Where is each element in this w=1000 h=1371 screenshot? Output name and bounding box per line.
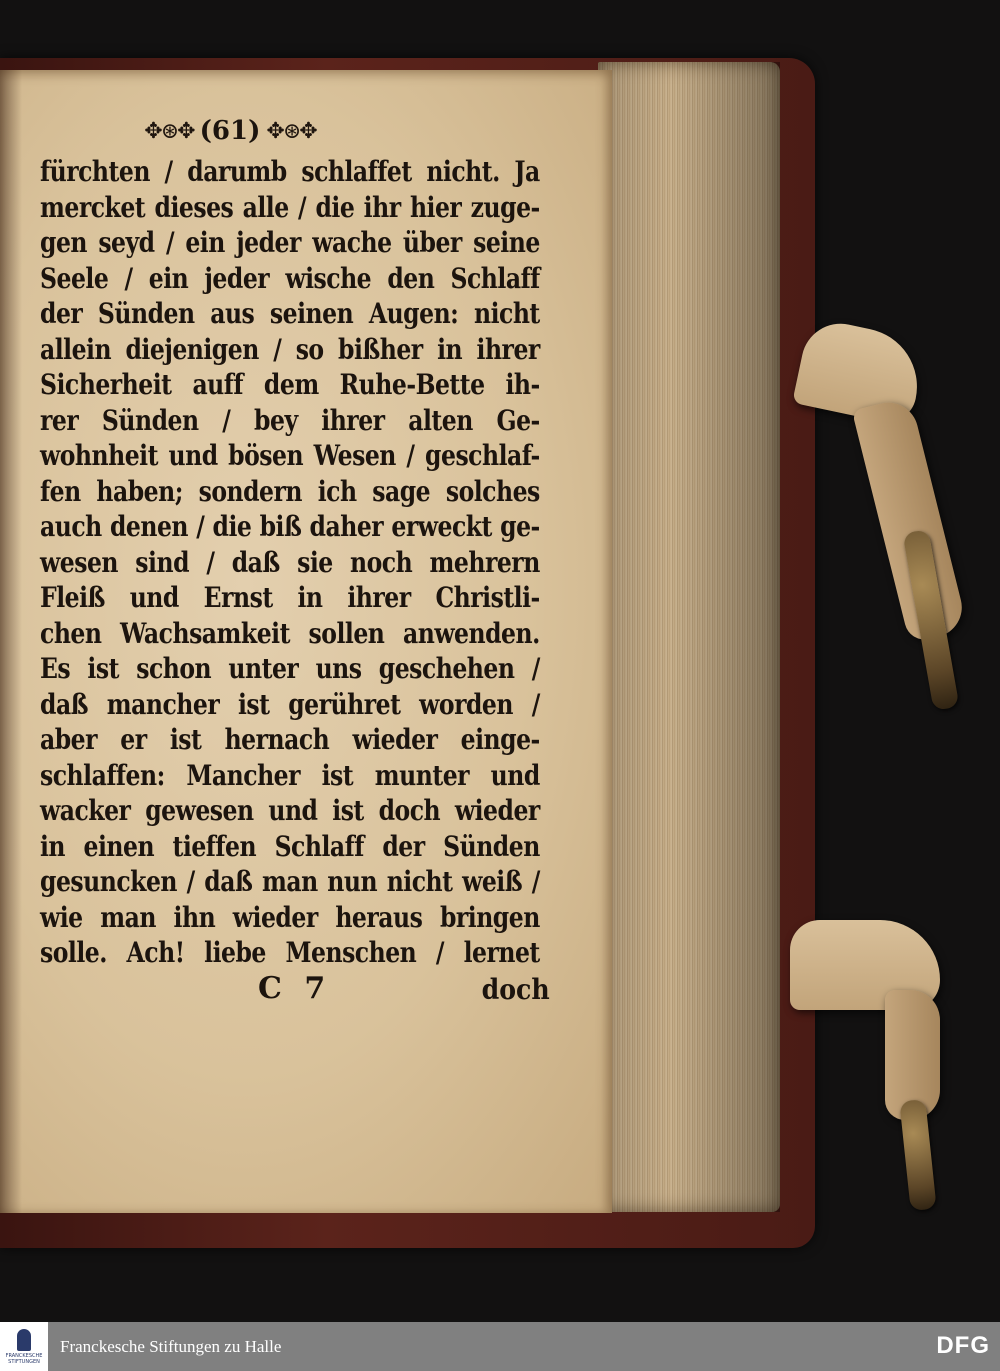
text-line: daß mancher ist gerühret worden / xyxy=(40,687,540,721)
gutter-shadow xyxy=(0,70,22,1213)
text-line: aber er ist hernach wieder einge- xyxy=(40,723,540,756)
text-line: wohnheit und bösen Wesen / geschlaf- xyxy=(40,439,540,472)
signature-mark: C 7 xyxy=(258,970,332,1006)
dfg-logo[interactable]: DFG xyxy=(936,1332,990,1359)
text-line: fen haben; sondern ich sage solches xyxy=(40,474,540,508)
text-line: gen seyd / ein jeder wache über seine xyxy=(40,226,540,259)
institution-logo[interactable] xyxy=(0,1322,48,1371)
text-line: rer Sünden / bey ihrer alten Ge- xyxy=(40,403,540,437)
text-line: wacker gewesen und ist doch wieder xyxy=(40,794,540,827)
text-line: mercket dieses alle / die ihr hier zuge- xyxy=(40,190,540,224)
page-text xyxy=(40,108,550,1011)
text-line: wesen sind / daß sie noch mehrern xyxy=(40,545,540,579)
page-footer xyxy=(40,971,550,1011)
page-block-shadow xyxy=(598,62,780,1212)
text-line: der Sünden aus seinen Augen: nicht xyxy=(40,297,540,330)
text-line: Es ist schon unter uns geschehen / xyxy=(40,652,540,685)
logo-text: FRANCKESCHE STIFTUNGEN xyxy=(5,1352,43,1365)
caption-bar xyxy=(0,1322,1000,1371)
text-line: Seele / ein jeder wische den Schlaff xyxy=(40,261,540,295)
text-line: Fleiß und Ernst in ihrer Christli- xyxy=(40,581,540,614)
catchword: doch xyxy=(481,972,550,1006)
clasp-strap-top-tail xyxy=(852,396,968,643)
text-line: Sicherheit auff dem Ruhe-Bette ih- xyxy=(40,368,540,401)
text-line: gesuncken / daß man nun nicht weiß / xyxy=(40,865,540,898)
text-lines xyxy=(40,154,550,971)
institution-name[interactable]: Franckesche Stiftungen zu Halle xyxy=(60,1336,282,1356)
ornament-right: ✥⊛✥ xyxy=(266,118,316,144)
page-number: (61) xyxy=(199,116,261,146)
orphanage-building-icon xyxy=(17,1329,31,1351)
text-line: allein diejenigen / so bißher in ihrer xyxy=(40,332,540,366)
ornament-left: ✥⊛✥ xyxy=(144,118,194,144)
text-line: solle. Ach! liebe Menschen / lernet xyxy=(40,936,540,969)
text-line: chen Wachsamkeit sollen anwenden. xyxy=(40,616,540,650)
text-line: wie man ihn wieder heraus bringen xyxy=(40,900,540,934)
text-line: auch denen / die biß daher erweckt ge- xyxy=(40,510,540,543)
text-line: in einen tieffen Schlaff der Sünden xyxy=(40,829,540,863)
text-line: schlaffen: Mancher ist munter und xyxy=(40,758,540,792)
clasp-metal-bottom xyxy=(899,1099,936,1211)
text-line: fürchten / darumb schlaffet nicht. Ja xyxy=(40,155,540,188)
page-heading xyxy=(120,108,340,154)
